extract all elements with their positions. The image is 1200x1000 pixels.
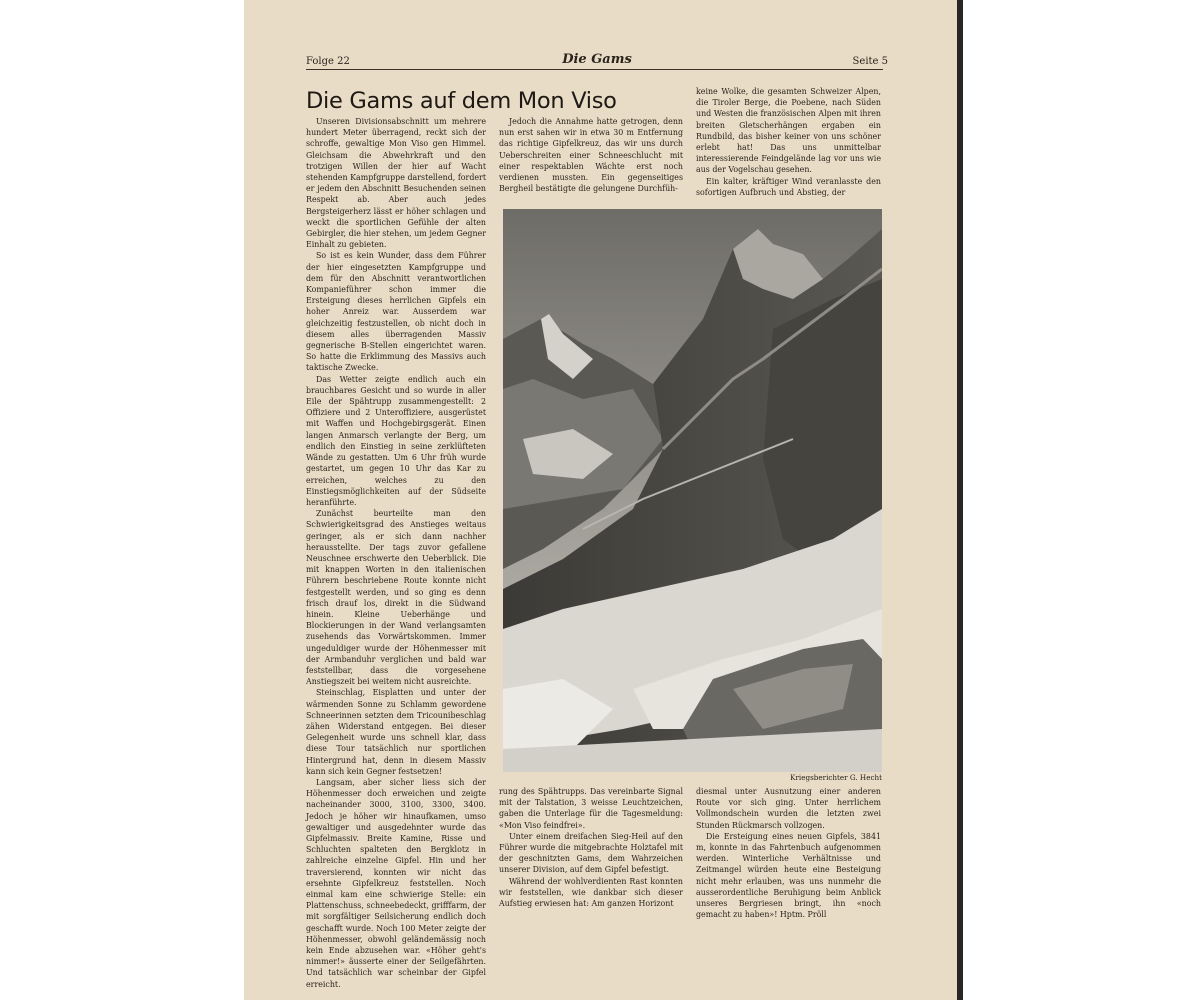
mountain-photo-image [503,209,882,772]
page-number: Seite 5 [852,56,888,67]
photo-caption: Kriegsberichter G. Hecht [790,773,882,782]
column-3 [696,86,881,198]
paragraph: So ist es kein Wunder, dass dem Führer der hier eingesetzten Kampfgruppe und dem für den Abschnitt verantwortlichen Kompanieführer schon immer die Ersteigung dieses herrlichen Gipfels ein hoher Anreiz war. Ausserdem war gleichzeitig festzustellen, ob nicht doch in diesem alles überragenden Massiv gegnerische B-Stellen eingerichtet waren. So hatte die Erklimmung des Massivs auch taktische Zwecke. [306,251,486,373]
paragraph: Jedoch die Annahme hatte getrogen, denn nun erst sahen wir in etwa 30 m Entfernung das richtige Gipfelkreuz, das wir uns durch Ueberschreiten einer Schneeschlucht mit einer respektablen Wächte erst noch verdienen mussten. Ein gegenseitiges Bergheil bestätigte die gelungene Durchfüh- [499,117,683,194]
paragraph: Zunächst beurteilte man den Schwierigkeitsgrad des Anstieges weitaus geringer, als er sich dann nachher herausstellte. Der tags zuvor gefallene Neuschnee erschwerte den Ueberblick. Die mit knappen Worten in den italienischen Führern beschriebene Route konnte nicht festgestellt werden, und so ging es denn frisch drauf los, direkt in die Südwand hinein. Kleine Ueberhänge und Blockierungen in der Wand verlangsamten zusehends das Vorwärtskommen. Immer ungeduldiger wurde der Höhenmesser mit der Armbanduhr verglichen und bald war feststellbar, dass die vorgesehene Anstiegszeit bei weitem nicht ausreichte. [306,509,486,687]
header-rule [306,69,883,70]
column-1 [306,116,486,990]
paragraph: keine Wolke, die gesamten Schweizer Alpen, die Tiroler Berge, die Poebene, nach Süden und Westen die französischen Alpen mit ihren breiten Gletscherhängen ergaben ein Rundbild, das bisher keiner von uns schöner erlebt hat! Das uns unmittelbar interessierende Feindgelände lag vor uns wie aus der Vogelschau gesehen. [696,87,881,175]
paragraph: Langsam, aber sicher liess sich der Höhenmesser doch erweichen und zeigte nacheinander 3000, 3100, 3300, 3400. Jedoch je höher wir hinaufkamen, umso gewaltiger und ausgedehnter wurde das Gipfelmassiv. Breite Kamine, Risse und Schluchten spalteten den Bergklotz in zahlreiche einzelne Gipfel. Hin und her traversierend, konnten wir nicht das ersehnte Gipfelkreuz feststellen. Noch einmal kam eine schwierige Stelle: ein Plattenschuss, schneebedeckt, grifffarm, der mit sorgfältiger Seilsicherung endlich doch geschafft wurde. Noch 100 Meter zeigte der Höhenmesser, obwohl geländemässig noch kein Ende abzusehen war. «Höher geht's nimmer!» äusserte einer der Seilgefährten. Und tatsächlich war scheinbar der Gipfel erreicht. [306,777,486,989]
paragraph: Ein kalter, kräftiger Wind veranlasste den sofortigen Aufbruch und Abstieg, der [696,176,881,197]
issue-number: Folge 22 [306,56,350,67]
page-edge [957,0,963,1000]
article-title: Die Gams auf dem Mon Viso [306,88,617,114]
column-2 [499,116,683,194]
paragraph: Steinschlag, Eisplatten und unter der wärmenden Sonne zu Schlamm gewordene Schneerinnen setzten dem Tricounibeschlag zähen Widerstand entgegen. Bei dieser Gelegenheit wurde uns schnell klar, dass diese Tour tatsächlich nur sportlichen Hintergrund hat, denn in diesem Massiv kann sich kein Gegner festsetzen! [306,688,486,776]
paragraph: rung des Spähtrupps. Das vereinbarte Signal mit der Talstation, 3 weisse Leuchtzeichen, gaben die Unterlage für die Tagesmeldung: «Mon Viso feindfrei». [499,787,683,830]
page-header [306,52,888,68]
paragraph: Während der wohlverdienten Rast konnten wir feststellen, wie dankbar sich dieser Aufstieg erwiesen hat: Am ganzen Horizont [499,876,683,909]
paragraph: Das Wetter zeigte endlich auch ein brauchbares Gesicht und so wurde in aller Eile der Spähtrupp zusammengestellt: 2 Offiziere und 2 Unteroffiziere, ausgerüstet mit Waffen und Hochgebirgsgerät. Einen langen Anmarsch verlangte der Berg, um endlich den Einstieg in seine zerklüfteten Wände zu gestatten. Um 6 Uhr früh wurde gestartet, um gegen 10 Uhr das Kar zu erreichen, welches zu den Einstiegsmöglichkeiten auf der Südseite heranführte. [306,374,486,507]
mountain-photo [503,209,882,772]
paragraph: Unter einem dreifachen Sieg-Heil auf den Führer wurde die mitgebrachte Holztafel mit der geschnitzten Gams, dem Wahrzeichen unserer Division, auf dem Gipfel befestigt. [499,831,683,875]
paragraph: Unseren Divisionsabschnitt um mehrere hundert Meter überragend, reckt sich der schroffe, gewaltige Mon Viso gen Himmel. Gleichsam die Abwehrkraft und den trotzigen Willen der hier auf Wacht stehenden Kampfgruppe darstellend, fordert er jedem den Abschnitt Besuchenden seinen Respekt ab. Aber auch jedes Bergsteigerherz lässt er höher schlagen und weckt die sportlichen Gefühle der alten Gebirgler, die hier stehen, um jedem Gegner Einhalt zu gebieten. [306,117,486,250]
column-3-lower [696,786,881,920]
magazine-page [244,0,957,1000]
magazine-title: Die Gams [562,52,632,67]
paragraph: diesmal unter Ausnutzung einer anderen Route vor sich ging. Unter herrlichem Vollmondschein wurden die letzten zwei Stunden Rückmarsch vollzogen. [696,787,881,830]
column-2-lower [499,786,683,909]
paragraph: Die Ersteigung eines neuen Gipfels, 3841 m, konnte in das Fahrtenbuch aufgenommen werden. Winterliche Verhältnisse und Zeitmangel würden heute eine Besteigung nicht mehr erlauben, was uns nunmehr die ausserordentliche Beruhigung beim Anblick unseres Bergriesen bringt, ihn «noch gemacht zu haben»! Hptm. Pröll [696,831,881,920]
